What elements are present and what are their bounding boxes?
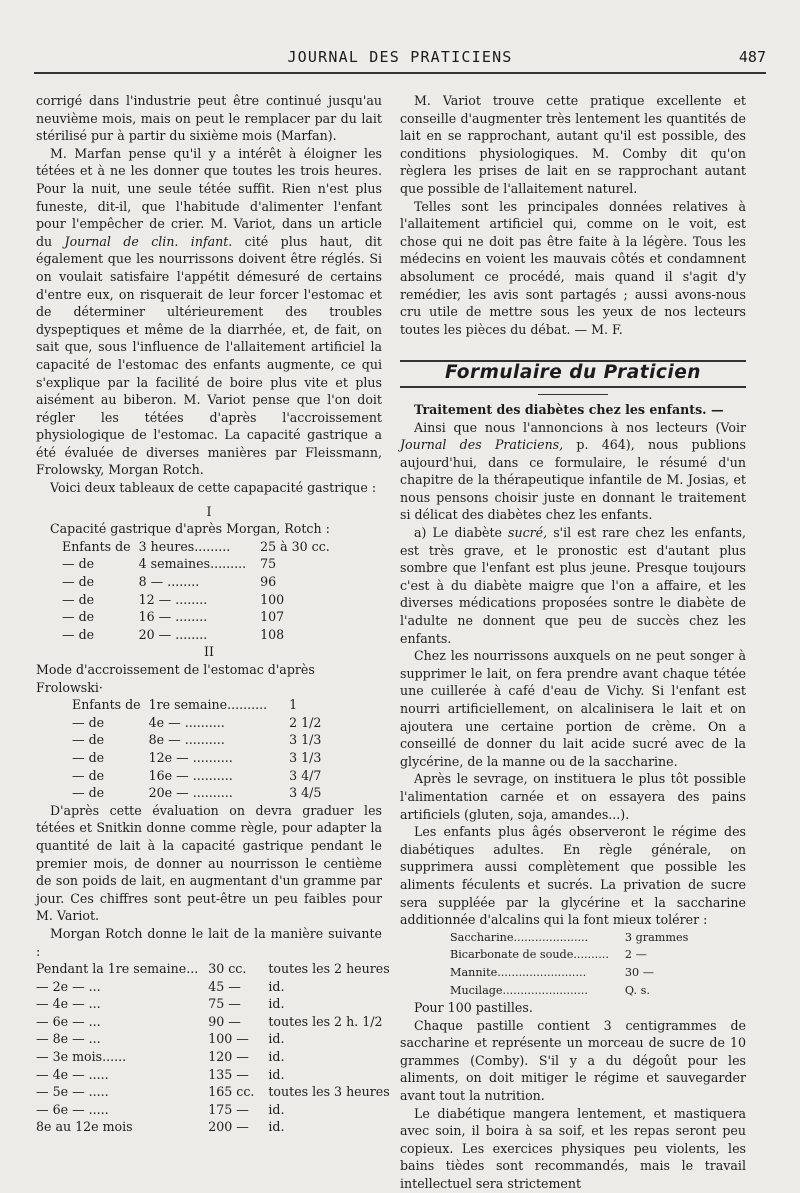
table-cell: — de bbox=[72, 749, 105, 765]
table-row bbox=[36, 1101, 390, 1119]
table-cell: — 6e — ... bbox=[36, 1013, 101, 1029]
table-row bbox=[62, 555, 330, 573]
table-row bbox=[72, 731, 321, 749]
table-cell: — de bbox=[72, 714, 105, 730]
table-cell: Saccharine..................... bbox=[450, 930, 589, 944]
table-number: I bbox=[206, 503, 212, 519]
table-cell: — de bbox=[72, 732, 105, 748]
paragraph: Chaque pastille contient 3 centigrammes de saccharine et représente un morceau de sucre de 10 grammes (Comby). S'il y a du dégoût pour les aliments, on doit mitiger le régime et sauvegarder avant tout la nutrition. bbox=[400, 1017, 746, 1104]
table-row bbox=[36, 1066, 390, 1084]
table-cell: — 6e — ..... bbox=[36, 1101, 109, 1117]
paragraph: Telles sont les principales données relatives à l'allaitement artificiel qui, comme on le voit, est chose qui ne doit pas être faite à la légère. Tous les médecins en voient les mauvais côtés et condamnent absolument ce procédé, mais quand il s'agit d'y remédier, les avis sont partagés ; aussi avons-nous cru utile de mettre sous les yeux de nos lecteurs toutes les pièces du débat. — M. F. bbox=[400, 198, 746, 337]
table-cell: Q. s. bbox=[624, 983, 650, 997]
recipe-table bbox=[450, 929, 688, 999]
table-cell: 96 bbox=[260, 574, 277, 590]
journal-title: JOURNAL DES PRATICIENS bbox=[287, 48, 513, 66]
table-cell: — 4e — ..... bbox=[36, 1066, 109, 1082]
table-cell: Mucilage........................ bbox=[450, 983, 588, 997]
table-title: Capacité gastrique d'après Morgan, Rotch : bbox=[50, 521, 330, 537]
table-cell: — de bbox=[72, 785, 105, 801]
table-cell: id. bbox=[268, 1119, 285, 1135]
table-row bbox=[36, 1013, 390, 1031]
left-column bbox=[36, 92, 390, 1136]
table-row bbox=[62, 591, 330, 609]
table-cell: — 5e — ..... bbox=[36, 1084, 109, 1100]
table-row bbox=[450, 929, 688, 947]
table-cell: id. bbox=[268, 1066, 285, 1082]
table-cell: — de bbox=[62, 556, 95, 572]
table-cell: 45 — bbox=[208, 978, 241, 994]
table-row bbox=[36, 978, 390, 996]
table-cell: 107 bbox=[260, 609, 285, 625]
table-cell: Pendant la 1re semaine... bbox=[36, 961, 199, 977]
section-title: Formulaire du Praticien bbox=[400, 360, 746, 388]
table-cell: 3 4/7 bbox=[289, 767, 322, 783]
table-row bbox=[72, 767, 321, 785]
table-cell: — 4e — ... bbox=[36, 996, 101, 1012]
table-cell: id. bbox=[268, 1101, 285, 1117]
growth-table-frolowski bbox=[72, 696, 321, 802]
paragraph: Chez les nourrissons auxquels on ne peut songer à supprimer le lait, on fera prendre avant chaque tétée une cuillerée à café d'eau de Vichy. Si l'enfant est nourri artificiellement, on alcalinisera le lait et on ajoutera une certaine portion de crème. On a conseillé de donner du lait acide sucré avec de la glycérine, de la manne ou de la saccharine. bbox=[400, 648, 746, 769]
table-cell: 1 bbox=[289, 697, 298, 713]
table-cell: 4 semaines......... bbox=[138, 556, 247, 572]
table-cell: 3 4/5 bbox=[289, 785, 322, 801]
table-cell: 75 — bbox=[208, 996, 241, 1012]
table-cell: — de bbox=[72, 767, 105, 783]
right-column bbox=[400, 92, 746, 1193]
table-row bbox=[62, 626, 330, 644]
table-cell: 16e — .......... bbox=[148, 767, 233, 783]
table-cell: 2 — bbox=[624, 948, 647, 962]
divider bbox=[538, 394, 608, 395]
table-cell: 3 1/3 bbox=[289, 749, 322, 765]
table-cell: 12e — .......... bbox=[148, 749, 233, 765]
table-row bbox=[36, 960, 390, 978]
table-cell: 165 cc. bbox=[208, 1084, 255, 1100]
table-cell: 2 1/2 bbox=[289, 714, 322, 730]
table-cell: 3 grammes bbox=[624, 930, 689, 944]
table-cell: 135 — bbox=[208, 1066, 249, 1082]
subheading: Traitement des diabètes chez les enfants. — bbox=[414, 401, 724, 417]
paragraph: Morgan Rotch donne le lait de la manière suivante : bbox=[36, 925, 382, 959]
table-row bbox=[36, 1118, 390, 1136]
paragraph: Ainsi que nous l'annoncions à nos lecteurs (Voir Journal des Praticiens, p. 464), nous publions aujourd'hui, dans ce formulaire, le résumé d'un chapitre de la thérapeutique infantile de M. Josias, et nous pensons choisir juste en donnant le traitement si délicat des diabètes chez les enfants. bbox=[400, 419, 746, 523]
table-row bbox=[72, 714, 321, 732]
table-cell: 3 1/3 bbox=[289, 732, 322, 748]
table-row bbox=[36, 1083, 390, 1101]
table-cell: 108 bbox=[260, 626, 285, 642]
table-cell: Bicarbonate de soude.......... bbox=[450, 948, 609, 962]
table-cell: 100 bbox=[260, 591, 285, 607]
table-cell: id. bbox=[268, 996, 285, 1012]
paragraph: D'après cette évaluation on devra graduer les tétées et Snitkin donne comme règle, pour adapter la quantité de lait à la capacité gastrique pendant le premier mois, de donner au nourrisson le centième de son poids de lait, en augmentant d'un gramme par jour. Ces chiffres sont peut-être un peu faibles pour M. Variot. bbox=[36, 802, 382, 924]
table-row bbox=[72, 784, 321, 802]
paragraph: Les enfants plus âgés observeront le régime des diabétiques adultes. En règle générale, on supprimera aussi complètement que possible les aliments féculents et sucrés. La privation de sucre sera suppléée par la glycérine et la saccharine additionnée d'alcalins qui la font mieux tolérer : bbox=[400, 824, 746, 928]
table-cell: 200 — bbox=[208, 1119, 249, 1135]
table-row bbox=[450, 964, 688, 982]
table-cell: — de bbox=[62, 574, 95, 590]
table-row bbox=[36, 995, 390, 1013]
paragraph: Après le sevrage, on instituera le plus tôt possible l'alimentation carnée et on essayera des pains artificiels (gluten, soja, amandes...). bbox=[400, 771, 746, 822]
table-cell: 16 — ........ bbox=[138, 609, 208, 625]
table-row bbox=[36, 1030, 390, 1048]
table-row bbox=[450, 946, 688, 964]
table-cell: 3 heures......... bbox=[138, 538, 231, 554]
table-cell: 30 — bbox=[624, 965, 654, 979]
table-cell: 8e au 12e mois bbox=[36, 1119, 133, 1135]
table-cell: 90 — bbox=[208, 1013, 241, 1029]
table-cell: id. bbox=[268, 978, 285, 994]
paragraph: Le diabétique mangera lentement, et mastiquera avec soin, il boira à sa soif, et les repas seront peu copieux. Les exercices physiques peu violents, les bains tièdes sont recommandés, mais le travail intellectuel sera strictement bbox=[400, 1105, 746, 1192]
table-cell: Mannite......................... bbox=[450, 965, 587, 979]
paragraph-marfan: M. Marfan pense qu'il y a intérêt à éloigner les tétées et à ne les donner que toutes les trois heures. Pour la nuit, une seule tétée suffit. Rien n'est plus funeste, dit-il, que l'habitude d'alimenter l'enfant pour l'empêcher de crier. M. Variot, dans un article du Journal de clin. infant. cité plus haut, dit également que les nourrissons doivent être réglés. Si on voulait satisfaire l'appétit démesuré de certains d'entre eux, on risquerait de leur forcer l'estomac et de déterminer ultérieurement des troubles dyspeptiques et même de la diarrhée, et, de fait, on sait que, sous l'influence de l'allaitement artificiel la capacité de l'estomac des enfants augmente, ce qui s'explique par la facilité de boire plus vite et plus aisément au biberon. M. Variot pense que l'on doit régler les tétées d'après l'accroissement physiologique de l'estomac. La capacité gastrique a été évaluée de diverses manières par Fleissmann, Frolowsky, Morgan Rotch. bbox=[36, 145, 382, 478]
paragraph: M. Variot trouve cette pratique excellente et conseille d'augmenter très lentement les quantités de lait en se rapprochant, autant qu'il est possible, des conditions physiologiques. M. Comby dit qu'on règlera les prises de lait en se rapprochant autant que possible de l'allaitement naturel. bbox=[400, 93, 746, 196]
table-number: II bbox=[204, 644, 214, 660]
table-cell: — 8e — ... bbox=[36, 1031, 101, 1047]
table-cell: 120 — bbox=[208, 1049, 249, 1065]
table-cell: 75 bbox=[260, 556, 277, 572]
table-row bbox=[450, 982, 688, 1000]
table-cell: 25 à 30 cc. bbox=[260, 538, 330, 554]
paragraph: a) Le diabète sucré, s'il est rare chez les enfants, est très grave, et le pronostic est d'autant plus sombre que l'enfant est plus jeune. Presque toujours c'est à du diabète maigre que l'on a affaire, et les diverses médications proposées sontre le diabète de l'adulte ne donnent que peu de succès chez les enfants. bbox=[400, 525, 746, 646]
table-cell: 175 — bbox=[208, 1101, 249, 1117]
table-row bbox=[62, 608, 330, 626]
table-cell: 30 cc. bbox=[208, 961, 247, 977]
table-cell: toutes les 3 heures bbox=[268, 1084, 390, 1100]
header-rule bbox=[34, 72, 766, 74]
capacity-table-morgan bbox=[62, 538, 330, 644]
table-cell: toutes les 2 h. 1/2 bbox=[268, 1013, 383, 1029]
table-cell: 4e — .......... bbox=[148, 714, 225, 730]
table-row bbox=[62, 573, 330, 591]
table-cell: 100 — bbox=[208, 1031, 249, 1047]
table-cell: toutes les 2 heures bbox=[268, 961, 390, 977]
table-cell: 1re semaine.......... bbox=[148, 697, 268, 713]
table-cell: 12 — ........ bbox=[138, 591, 208, 607]
paragraph: Voici deux tableaux de cette capapacité gastrique : bbox=[50, 480, 377, 496]
table-row bbox=[36, 1048, 390, 1066]
table-row bbox=[72, 696, 321, 714]
page-number: 487 bbox=[738, 48, 766, 66]
table-cell: — de bbox=[62, 626, 95, 642]
table-cell: 20e — .......... bbox=[148, 785, 233, 801]
page-header bbox=[34, 44, 766, 74]
table-cell: 8e — .......... bbox=[148, 732, 225, 748]
feeding-table-rotch bbox=[36, 960, 390, 1136]
table-cell: 8 — ........ bbox=[138, 574, 200, 590]
table-row bbox=[72, 749, 321, 767]
table-cell: 20 — ........ bbox=[138, 626, 208, 642]
recipe-note: Pour 100 pastilles. bbox=[414, 1000, 533, 1016]
table-cell: id. bbox=[268, 1031, 285, 1047]
table-cell: Enfants de bbox=[62, 538, 131, 554]
table-title: Mode d'accroissement de l'estomac d'après Frolowski· bbox=[36, 662, 315, 695]
table-row bbox=[62, 538, 330, 556]
table-cell: — de bbox=[62, 609, 95, 625]
paragraph: corrigé dans l'industrie peut être continué jusqu'au neuvième mois, mais on peut le remplacer par du lait stérilisé pur à partir du sixième mois (Marfan). bbox=[36, 93, 382, 144]
table-cell: Enfants de bbox=[72, 697, 141, 713]
table-cell: id. bbox=[268, 1049, 285, 1065]
table-cell: — de bbox=[62, 591, 95, 607]
table-cell: — 2e — ... bbox=[36, 978, 101, 994]
table-cell: — 3e mois...... bbox=[36, 1049, 127, 1065]
